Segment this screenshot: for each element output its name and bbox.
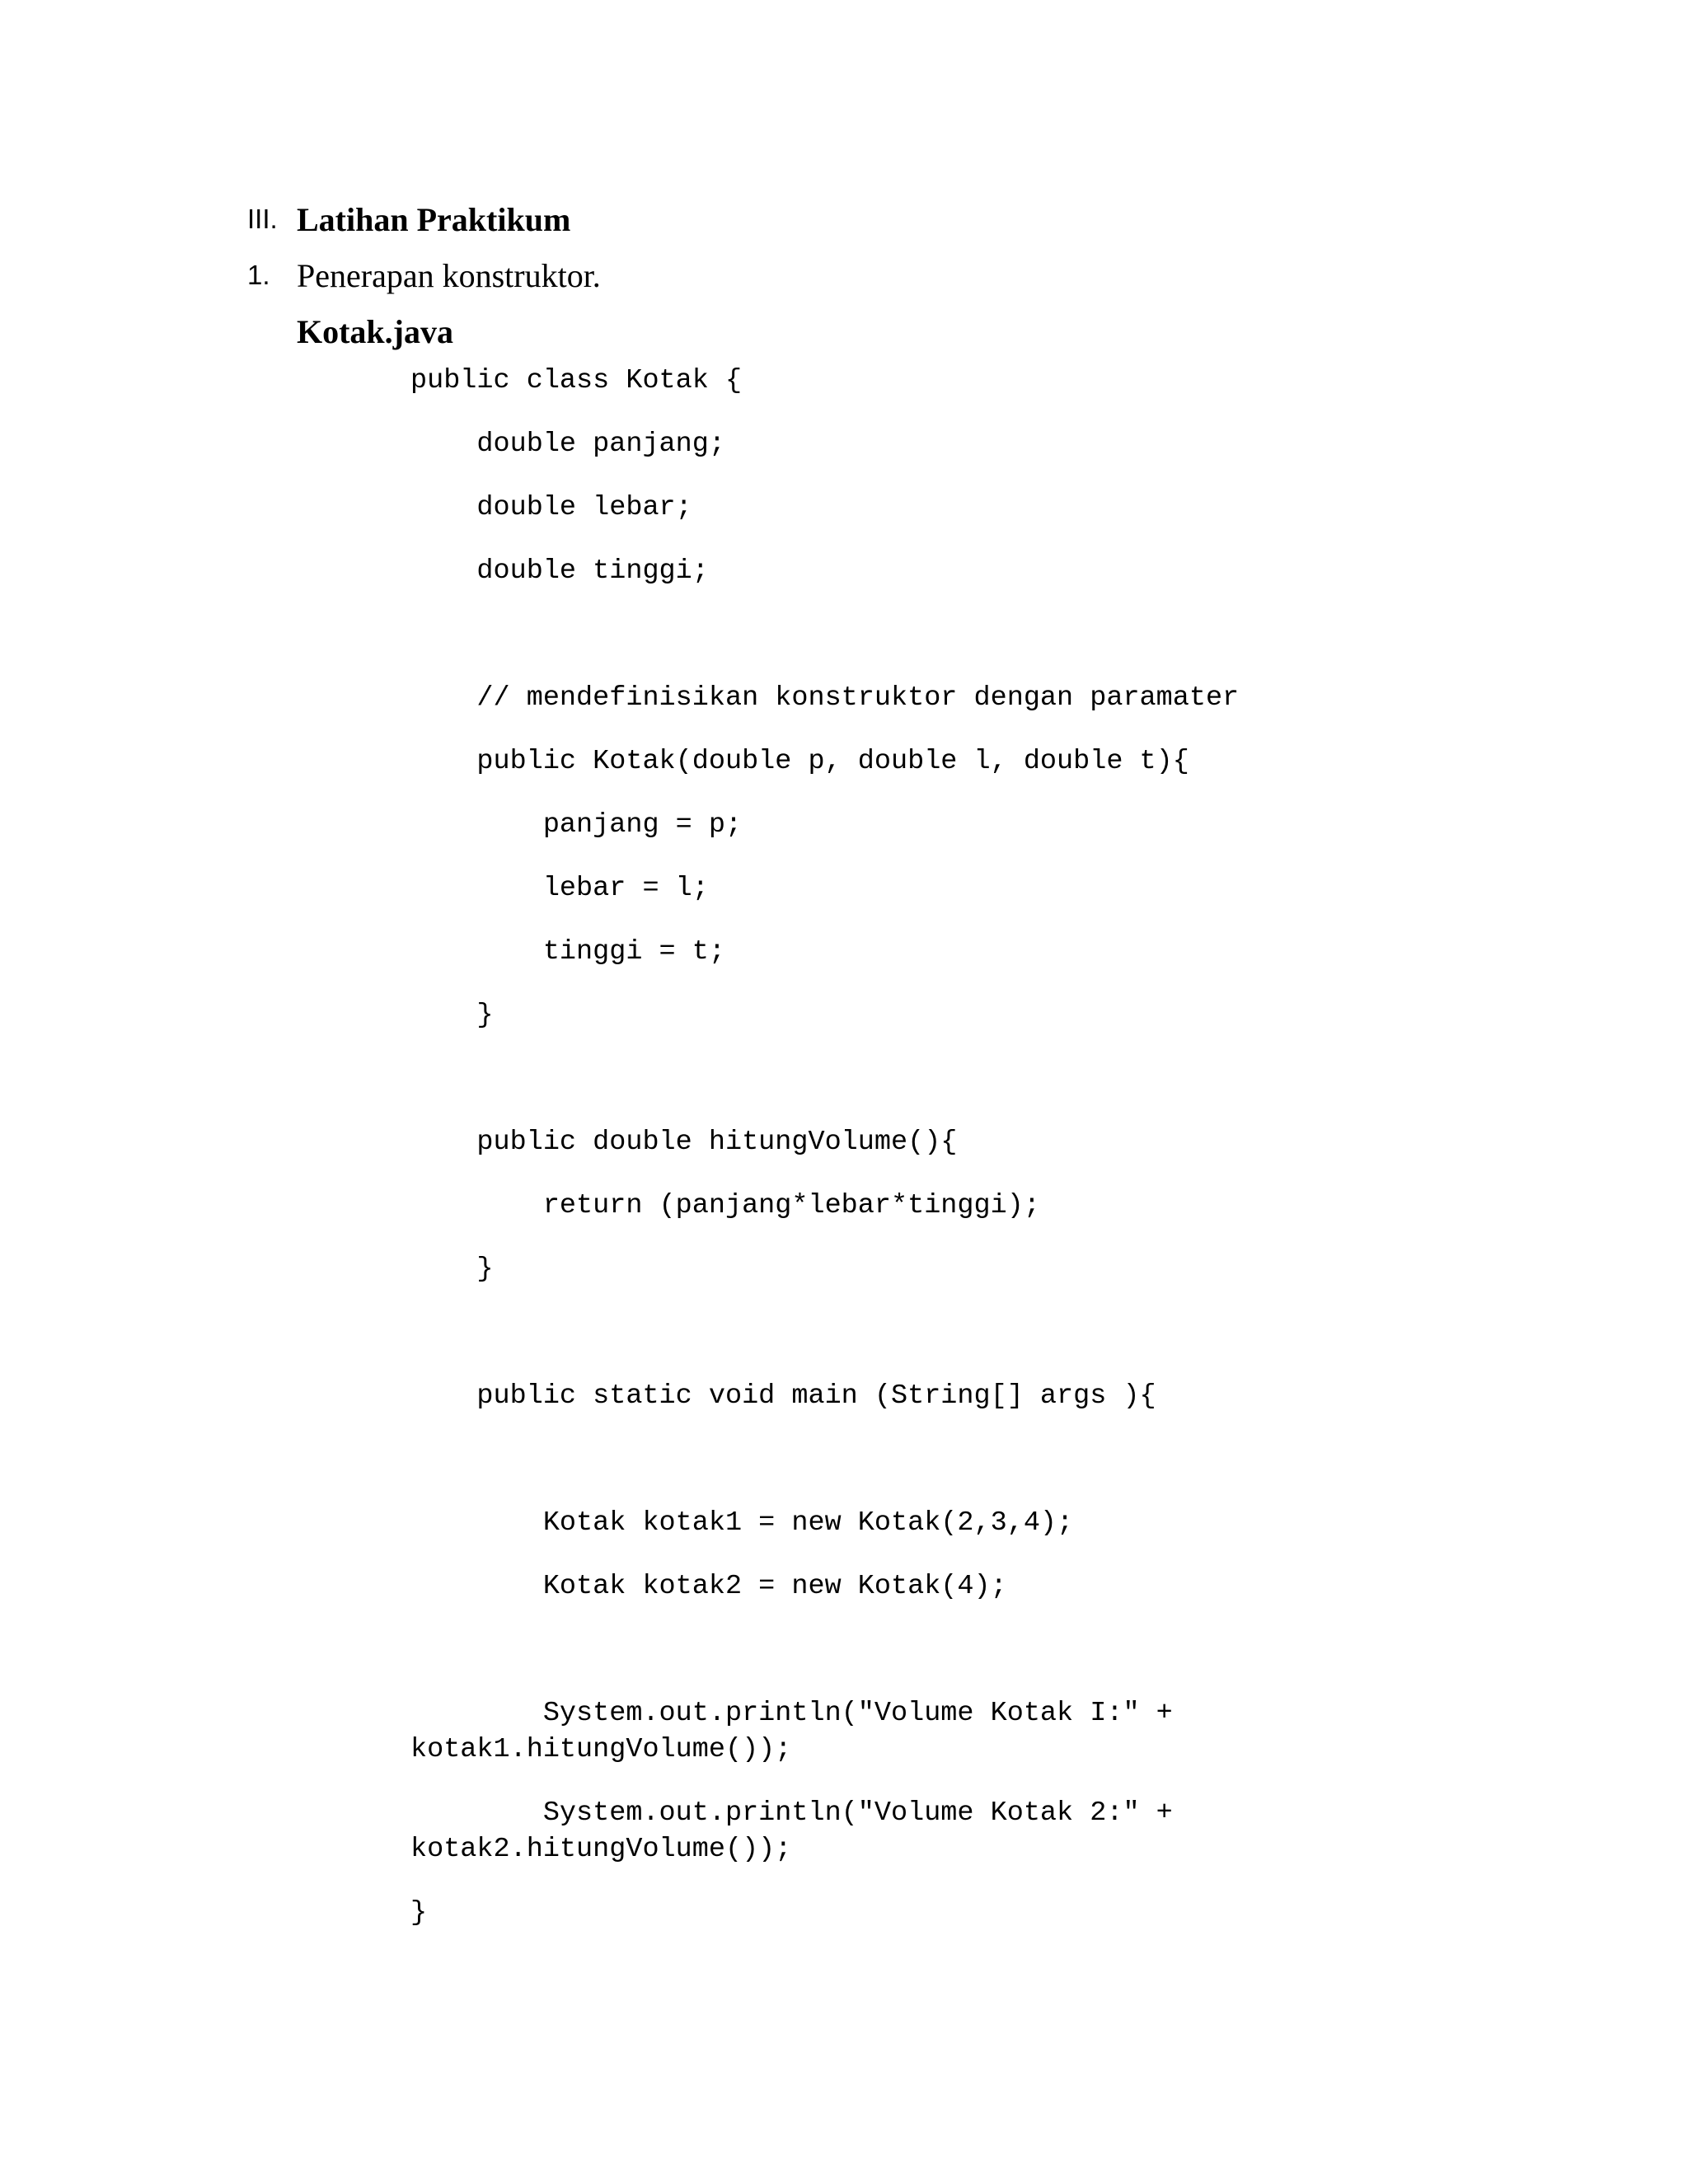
code-line-blank [410, 1315, 1317, 1351]
list-item [247, 252, 601, 298]
code-line: Kotak kotak2 = new Kotak(4); [410, 1571, 1007, 1602]
code-line: public static void main (String[] args ){ [410, 1380, 1156, 1412]
list-item-number: 1. [247, 260, 270, 290]
code-line: double lebar; [410, 492, 692, 523]
code-line: panjang = p; [410, 809, 743, 841]
code-line-blank [410, 1441, 1317, 1478]
code-line-wrapped: System.out.println("Volume Kotak I:" + kotak1.hitungVolume()); [410, 1698, 1173, 1765]
code-comment: // mendefinisikan konstruktor dengan paramater [410, 682, 1240, 714]
code-line: Kotak kotak1 = new Kotak(2,3,4); [410, 1507, 1074, 1539]
section-numeral: III. [247, 204, 278, 234]
code-line: public Kotak(double p, double l, double t){ [410, 746, 1189, 777]
code-line: double tinggi; [410, 555, 709, 587]
code-line-blank [410, 1061, 1317, 1097]
code-line: } [410, 1000, 494, 1031]
code-line-blank [410, 1632, 1317, 1668]
section-title: Latihan Praktikum [297, 200, 571, 238]
code-line: public double hitungVolume(){ [410, 1127, 958, 1158]
code-line: } [410, 1897, 428, 1929]
code-line: tinggi = t; [410, 936, 725, 968]
list-item-text: Penerapan konstruktor. [297, 256, 601, 294]
file-title: Kotak.java [297, 312, 453, 350]
code-line: double panjang; [410, 429, 725, 460]
section-heading [247, 196, 570, 242]
code-line-wrapped: System.out.println("Volume Kotak 2:" + kotak2.hitungVolume()); [410, 1797, 1173, 1865]
code-line: return (panjang*lebar*tinggi); [410, 1190, 1040, 1221]
code-line: } [410, 1254, 494, 1285]
code-line: lebar = l; [410, 873, 709, 904]
code-block [410, 363, 1317, 1958]
code-line-blank [410, 616, 1317, 653]
code-line: public class Kotak { [410, 365, 743, 396]
